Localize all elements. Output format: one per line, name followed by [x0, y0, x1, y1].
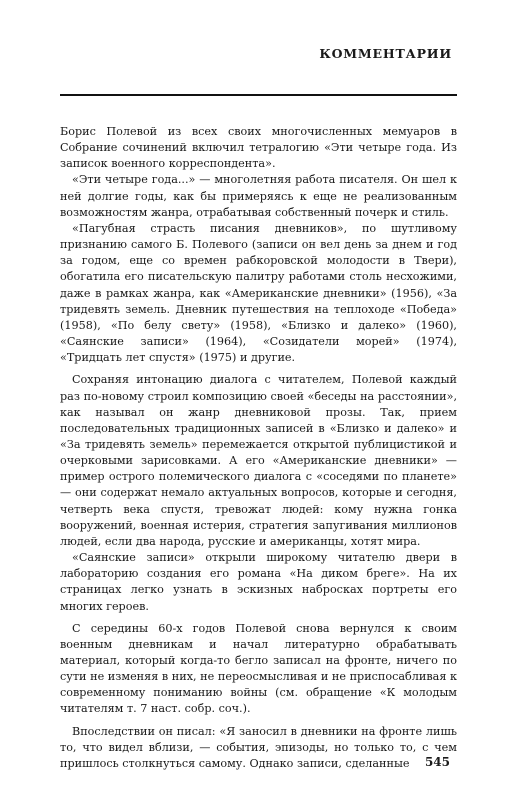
paragraph: «Пагубная страсть писания дневников», по шутливому признанию самого Б. Полевого (записи он вел день за днем и год за годом, еще со времен рабкоровской молодости в Твери), обогатила его писательскую палитру работами столь несхожими, даже в рамках жанра, как «Американские дневники» (1956), «За тридевять земель. Дневник путешествия на теплоходе «Победа» (1958), «По белу свету» (1958), «Близко и далеко» (1960), «Саянские записи» (1964), «Созидатели морей» (1974), «Тридцать лет спустя» (1975) и другие. [60, 221, 457, 365]
body-text [60, 124, 457, 772]
header-rule [60, 94, 457, 96]
paragraph: Борис Полевой из всех своих многочисленных мемуаров в Собрание сочинений включил тетралогию «Эти четыре года. Из записок военного корреспондента». [60, 125, 457, 171]
page-number: 545 [424, 755, 450, 769]
paragraph: С середины 60-х годов Полевой снова вернулся к своим военным дневникам и начал литературно обрабатывать материал, который когда-то бегло записал на фронте, ничего по сути не изменяя в них, не переосмысливая и не приспосабливая к современному пониманию войны (см. обращение «К молодым читателям т. 7 наст. собр. соч.). [60, 621, 457, 716]
paragraph: «Эти четыре года...» — многолетняя работа писателя. Он шел к ней долгие годы, как бы примеряясь к еще не реализованным возможностям жанра, отрабатывая собственный почерк и стиль. [60, 173, 457, 219]
paragraph: Впоследствии он писал: «Я заносил в дневники на фронте лишь то, что видел вблизи, — события, эпизоды, но только то, с чем пришлось столкнуться самому. Однако записи, сделанные [60, 724, 457, 770]
paragraph: Сохраняя интонацию диалога с читателем, Полевой каждый раз по-новому строил композицию своей «беседы на расстоянии», как называл он жанр дневниковой прозы. Так, прием последовательных традиционных записей в «Близко и далеко» и «За тридевять земель» перемежается открытой публицистикой и очерковыми зарисовками. А его «Американские дневники» — пример острого полемического диалога с «соседями по планете» — они содержат немало актуальных вопросов, которые и сегодня, четверть века спустя, тревожат людей: кому нужна гонка вооружений, военная истерия, стратегия запугивания миллионов людей, если два народа, русские и американцы, хотят мира. [60, 373, 457, 548]
paragraph: «Саянские записи» открыли широкому читателю двери в лабораторию создания его романа «На диком бреге». На их страницах легко узнать в эскизных набросках портреты его многих героев. [60, 551, 457, 613]
running-title: КОММЕНТАРИИ [319, 46, 452, 61]
